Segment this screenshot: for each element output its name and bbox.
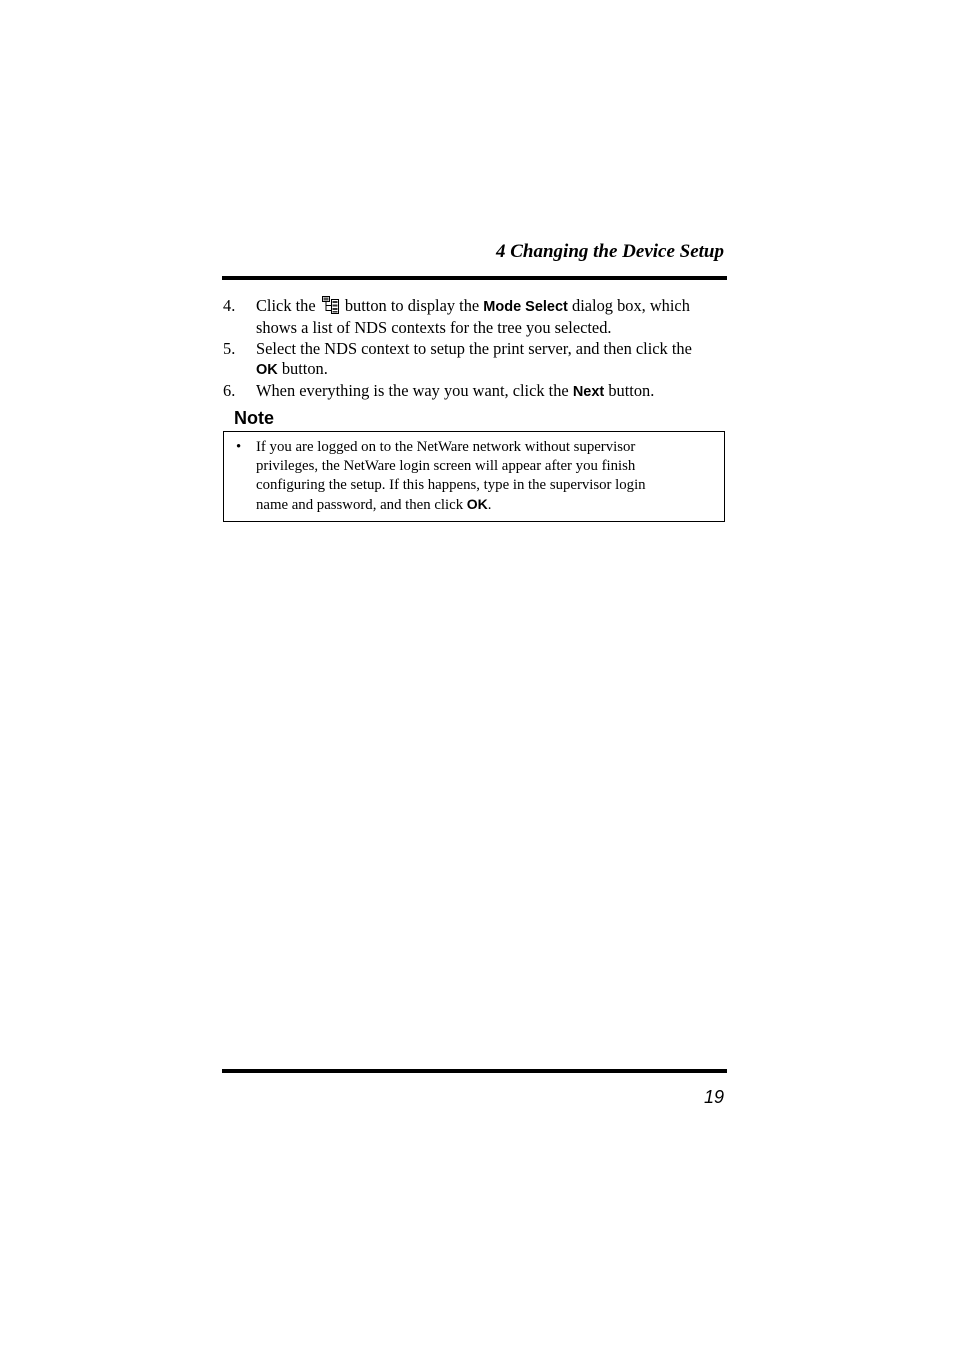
step-text: button.: [608, 381, 655, 400]
nds-tree-icon: [322, 296, 339, 314]
note-heading: Note: [234, 408, 274, 428]
note-line: If you are logged on to the NetWare network without supervisor: [256, 439, 636, 455]
step-text-continued: shows a list of NDS contexts for the tree you selected.: [256, 317, 612, 337]
step-text: Click the: [256, 296, 316, 315]
ui-term-next: Next: [572, 384, 605, 400]
step-text: dialog box, which: [572, 296, 690, 315]
step-text: button to display the: [344, 296, 480, 315]
step-number: 5.: [223, 338, 236, 358]
page-number: 19: [703, 1087, 724, 1107]
ui-term-ok: OK: [466, 496, 488, 512]
footer-rule: [222, 1069, 727, 1073]
step-text: Select the NDS context to setup the print server, and then click the: [256, 338, 692, 358]
step-text: button.: [281, 359, 328, 378]
step-item-4: [223, 296, 725, 338]
ui-term-ok: OK: [256, 362, 278, 378]
step-item-6: [223, 381, 725, 403]
header-rule: [222, 276, 727, 280]
note-line: [256, 495, 706, 515]
running-header: 4 Changing the Device Setup: [495, 241, 724, 262]
bullet-icon: •: [236, 439, 242, 455]
note-line-end: .: [487, 497, 492, 513]
step-number: 6.: [223, 381, 236, 400]
note-item: [236, 438, 706, 515]
step-item-5: [223, 339, 725, 381]
note-line: privileges, the NetWare login screen will appear after you finish: [256, 458, 636, 474]
note-line: configuring the setup. If this happens, type in the supervisor login: [256, 477, 646, 493]
step-list: [223, 296, 725, 403]
note-line-text: name and password, and then click: [256, 497, 464, 513]
ui-term-mode-select: Mode Select: [483, 299, 568, 315]
step-text: When everything is the way you want, click the: [256, 381, 569, 400]
note-text: [236, 438, 706, 515]
note-box: [223, 431, 725, 522]
step-number: 4.: [223, 296, 236, 315]
